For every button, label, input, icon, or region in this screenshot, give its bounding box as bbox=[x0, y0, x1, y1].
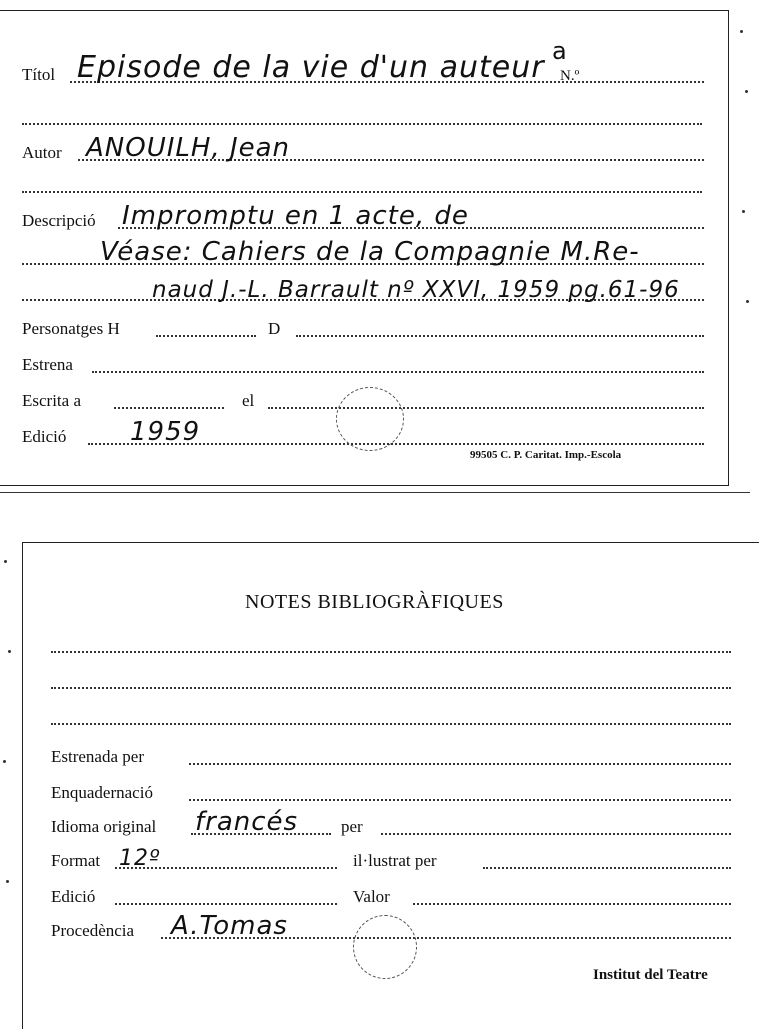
back-edition-dotted-line bbox=[115, 903, 337, 905]
back-edition-row bbox=[51, 883, 741, 909]
card-separator bbox=[0, 492, 750, 493]
scan-speck bbox=[4, 560, 7, 563]
title-label: Títol bbox=[22, 65, 56, 84]
translator-label: per bbox=[341, 817, 363, 836]
dotted-line bbox=[22, 123, 702, 125]
binding-dotted-line bbox=[189, 799, 731, 801]
scan-speck bbox=[740, 30, 743, 33]
format-value: 12º bbox=[119, 846, 161, 871]
number-value: a bbox=[552, 37, 567, 65]
characters-h-dotted-line bbox=[156, 335, 256, 337]
back-edition-label: Edició bbox=[51, 887, 96, 906]
scan-speck bbox=[8, 650, 11, 653]
illustrated-label: il·lustrat per bbox=[353, 851, 437, 870]
notes-dotted-line-2 bbox=[51, 687, 731, 689]
characters-row bbox=[22, 315, 712, 341]
format-label: Format bbox=[51, 851, 101, 870]
notes-dotted-line-1 bbox=[51, 651, 731, 653]
title-row bbox=[22, 50, 712, 87]
description-row-2 bbox=[22, 237, 712, 269]
premiere-dotted-line bbox=[92, 371, 704, 373]
value-label: Valor bbox=[353, 887, 390, 906]
written-place-dotted-line bbox=[114, 407, 224, 409]
description-line-3: naud J.-L. Barrault nº XXVI, 1959 pg.61-96 bbox=[152, 277, 680, 303]
title-value: Episode de la vie d'un auteur bbox=[77, 50, 545, 85]
description-line-2: Véase: Cahiers de la Compagnie M.Re- bbox=[100, 237, 640, 267]
catalog-card-front bbox=[0, 10, 729, 486]
premiere-label: Estrena bbox=[22, 355, 73, 374]
language-row bbox=[51, 807, 741, 839]
characters-label: Personatges H bbox=[22, 319, 120, 338]
scan-speck bbox=[3, 760, 6, 763]
notes-heading: NOTES BIBLIOGRÀFIQUES bbox=[245, 591, 504, 613]
dotted-line bbox=[22, 191, 702, 193]
description-label: Descripció bbox=[22, 211, 96, 230]
value-dotted-line bbox=[413, 903, 731, 905]
description-line-1: Impromptu en 1 acte, de bbox=[122, 201, 469, 231]
scan-speck bbox=[746, 300, 749, 303]
catalog-card-back bbox=[22, 542, 759, 1029]
premiered-by-row bbox=[51, 743, 741, 769]
written-date-label: el bbox=[242, 391, 255, 410]
provenance-value: A.Tomas bbox=[171, 911, 288, 941]
author-row bbox=[22, 133, 712, 165]
provenance-label: Procedència bbox=[51, 921, 135, 940]
binding-row bbox=[51, 779, 741, 805]
printer-mark: 99505 C. P. Caritat. Imp.-Escola bbox=[470, 449, 622, 461]
description-row bbox=[22, 201, 712, 233]
premiered-by-dotted-line bbox=[189, 763, 731, 765]
institution-name: Institut del Teatre bbox=[593, 967, 708, 983]
characters-d-label: D bbox=[268, 319, 281, 338]
language-value: francés bbox=[195, 807, 299, 837]
number-label: N.º bbox=[560, 68, 580, 84]
premiered-by-label: Estrenada per bbox=[51, 747, 144, 766]
description-row-3 bbox=[22, 279, 712, 305]
format-row bbox=[51, 847, 741, 873]
scan-speck bbox=[742, 210, 745, 213]
language-label: Idioma original bbox=[51, 817, 157, 836]
illustrated-dotted-line bbox=[483, 867, 731, 869]
author-value: ANOUILH, Jean bbox=[86, 133, 291, 163]
library-stamp bbox=[353, 915, 417, 979]
author-label: Autor bbox=[22, 143, 62, 162]
premiere-row bbox=[22, 351, 712, 377]
characters-d-dotted-line bbox=[296, 335, 704, 337]
library-stamp bbox=[336, 387, 404, 451]
scan-speck bbox=[745, 90, 748, 93]
written-date-dotted-line bbox=[268, 407, 704, 409]
written-label: Escrita a bbox=[22, 391, 81, 410]
notes-dotted-line-3 bbox=[51, 723, 731, 725]
edition-value: 1959 bbox=[130, 417, 201, 447]
binding-label: Enquadernació bbox=[51, 783, 153, 802]
edition-label: Edició bbox=[22, 427, 67, 446]
translator-dotted-line bbox=[381, 833, 731, 835]
scan-speck bbox=[6, 880, 9, 883]
